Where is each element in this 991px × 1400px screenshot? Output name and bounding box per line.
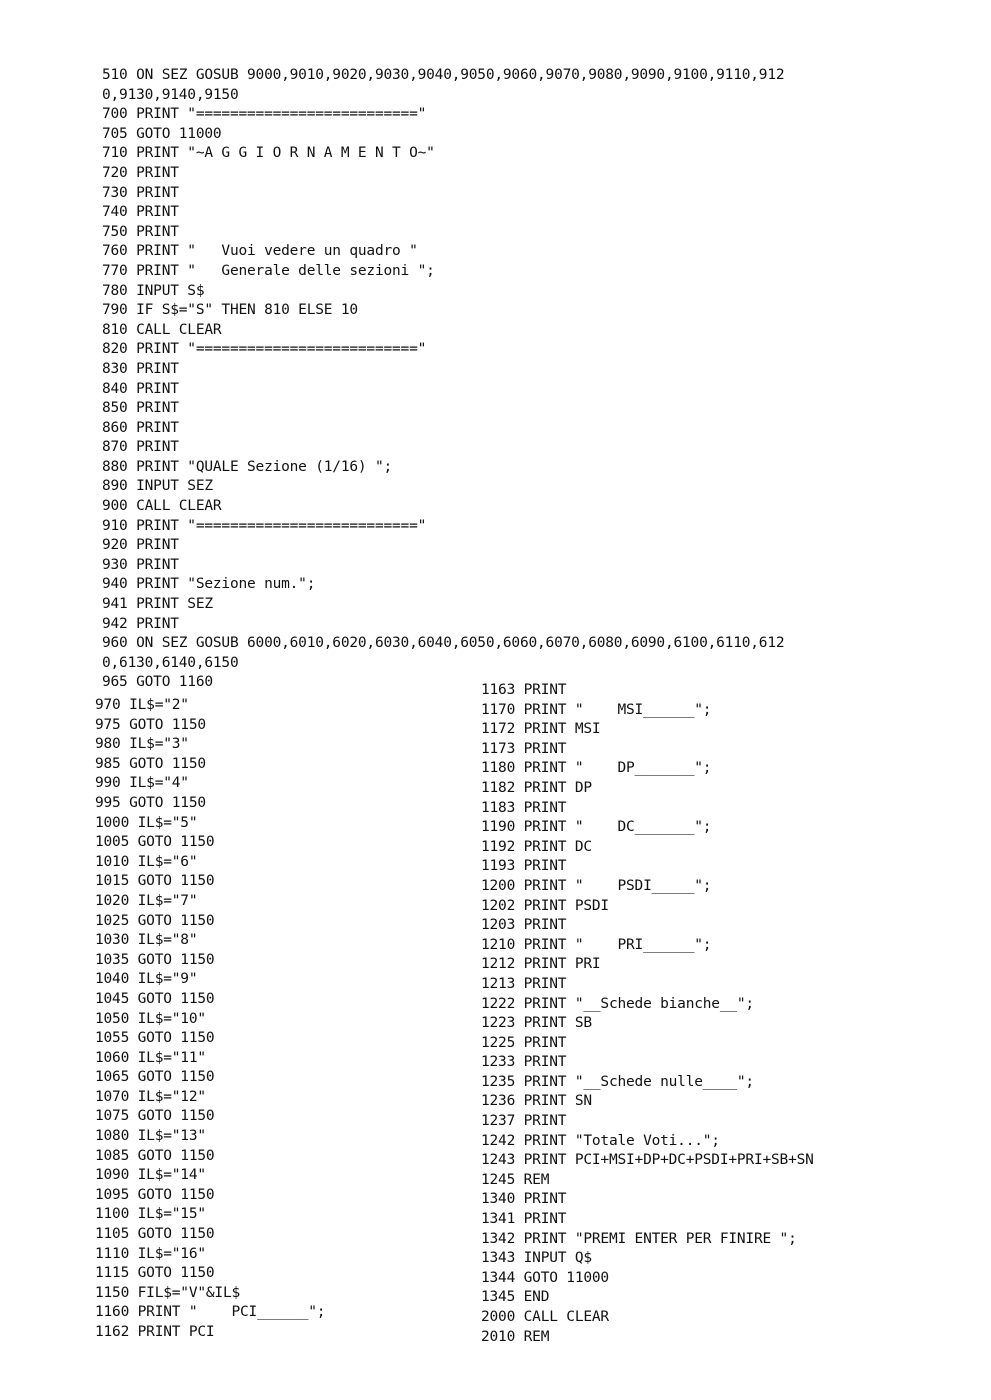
- code-line: 1163 PRINT: [481, 682, 567, 698]
- code-line: 1345 END: [481, 1289, 550, 1306]
- code-line: 1000 IL$="5": [95, 814, 198, 831]
- code-line: 1070 IL$="12": [95, 1088, 206, 1105]
- code-line: 1095 GOTO 1150: [95, 1186, 215, 1203]
- code-line: 1015 GOTO 1150: [95, 873, 215, 890]
- code-line: 510 ON SEZ GOSUB 9000,9010,9020,9030,9040,9050,9060,9070,9080,9090,9100,9110,912: [102, 67, 785, 83]
- code-line: 942 PRINT: [102, 615, 179, 632]
- code-line: 900 CALL CLEAR: [102, 498, 222, 515]
- code-line: 1005 GOTO 1150: [95, 834, 215, 851]
- code-line: 720 PRINT: [102, 164, 179, 181]
- code-line: 1341 PRINT: [481, 1211, 567, 1228]
- code-line: 1075 GOTO 1150: [95, 1108, 215, 1125]
- code-line: 830 PRINT: [102, 360, 179, 377]
- code-line: 705 GOTO 11000: [102, 125, 222, 142]
- code-line: 1242 PRINT "Totale Voti...";: [481, 1132, 720, 1149]
- code-line: 820 PRINT "==========================": [102, 341, 427, 358]
- code-line: 1192 PRINT DC: [481, 838, 592, 855]
- code-line: 1110 IL$="16": [95, 1245, 206, 1262]
- code-line: 1030 IL$="8": [95, 932, 198, 949]
- left-column-listing: [95, 696, 475, 1343]
- code-line: 1222 PRINT "__Schede bianche__";: [481, 995, 754, 1012]
- code-line: 880 PRINT "QUALE Sezione (1/16) ";: [102, 458, 393, 475]
- code-line: 1150 FIL$="V"&IL$: [95, 1284, 241, 1301]
- code-line: 790 IF S$="S" THEN 810 ELSE 10: [102, 302, 358, 319]
- code-line: 1340 PRINT: [481, 1191, 567, 1208]
- code-line: 1172 PRINT MSI: [481, 721, 601, 738]
- code-line: 780 INPUT S$: [102, 282, 205, 299]
- code-line: 850 PRINT: [102, 400, 179, 417]
- code-line: 1182 PRINT DP: [481, 779, 592, 796]
- code-line: 1245 REM: [481, 1171, 550, 1188]
- code-line: 1040 IL$="9": [95, 971, 198, 988]
- code-line: 980 IL$="3": [95, 736, 189, 753]
- right-column-listing: [481, 681, 961, 1347]
- code-line: 1193 PRINT: [481, 858, 567, 875]
- code-line: 870 PRINT: [102, 439, 179, 456]
- code-line: 1183 PRINT: [481, 799, 567, 816]
- code-line: 1225 PRINT: [481, 1034, 567, 1051]
- code-line: 1035 GOTO 1150: [95, 951, 215, 968]
- code-line: 910 PRINT "==========================": [102, 517, 427, 534]
- code-line: 810 CALL CLEAR: [102, 321, 222, 338]
- code-line: 0,9130,9140,9150: [102, 86, 239, 103]
- code-line: 890 INPUT SEZ: [102, 478, 213, 495]
- code-line: 1342 PRINT "PREMI ENTER PER FINIRE ";: [481, 1230, 797, 1247]
- code-line: 1020 IL$="7": [95, 892, 198, 909]
- code-line: 1202 PRINT PSDI: [481, 897, 609, 914]
- code-line: 1162 PRINT PCI: [95, 1324, 215, 1340]
- code-line: 700 PRINT "==========================": [102, 106, 427, 123]
- code-line: 1080 IL$="13": [95, 1128, 206, 1145]
- code-line: 1050 IL$="10": [95, 1010, 206, 1027]
- code-line: 0,6130,6140,6150: [102, 654, 239, 671]
- code-line: 1210 PRINT " PRI______";: [481, 936, 712, 953]
- code-line: 985 GOTO 1150: [95, 755, 206, 772]
- code-line: 1212 PRINT PRI: [481, 956, 601, 973]
- code-line: 990 IL$="4": [95, 775, 189, 792]
- code-line: 730 PRINT: [102, 184, 179, 201]
- code-line: 1045 GOTO 1150: [95, 990, 215, 1007]
- code-line: 1223 PRINT SB: [481, 1015, 592, 1032]
- code-line: 995 GOTO 1150: [95, 794, 206, 811]
- code-line: 710 PRINT "~A G G I O R N A M E N T O~": [102, 145, 435, 162]
- code-line: 1055 GOTO 1150: [95, 1030, 215, 1047]
- code-line: 1025 GOTO 1150: [95, 912, 215, 929]
- code-line: 960 ON SEZ GOSUB 6000,6010,6020,6030,6040,6050,6060,6070,6080,6090,6100,6110,612: [102, 635, 785, 652]
- code-line: 1213 PRINT: [481, 975, 567, 992]
- code-line: 860 PRINT: [102, 419, 179, 436]
- code-line: 1237 PRINT: [481, 1113, 567, 1130]
- code-line: 1236 PRINT SN: [481, 1093, 592, 1110]
- code-line: 1203 PRINT: [481, 917, 567, 934]
- code-line: 840 PRINT: [102, 380, 179, 397]
- code-line: 1180 PRINT " DP_______";: [481, 760, 712, 777]
- code-line: 1170 PRINT " MSI______";: [481, 701, 712, 718]
- code-line: 1065 GOTO 1150: [95, 1069, 215, 1086]
- code-line: 1235 PRINT "__Schede nulle____";: [481, 1073, 754, 1090]
- code-line: 1105 GOTO 1150: [95, 1226, 215, 1243]
- code-line: 1090 IL$="14": [95, 1167, 206, 1184]
- code-line: 2000 CALL CLEAR: [481, 1309, 609, 1325]
- code-line: 770 PRINT " Generale delle sezioni ";: [102, 262, 435, 279]
- full-width-listing: [102, 66, 962, 693]
- code-line: 965 GOTO 1160: [102, 674, 213, 691]
- code-line: 740 PRINT: [102, 204, 179, 221]
- code-line: 760 PRINT " Vuoi vedere un quadro ": [102, 243, 418, 260]
- code-line: 941 PRINT SEZ: [102, 596, 213, 613]
- code-line: 1243 PRINT PCI+MSI+DP+DC+PSDI+PRI+SB+SN: [481, 1152, 814, 1169]
- code-line: 750 PRINT: [102, 223, 179, 240]
- code-line: 2010 REM: [481, 1328, 550, 1345]
- code-line: 940 PRINT "Sezione num.";: [102, 576, 316, 593]
- code-line: 1200 PRINT " PSDI_____";: [481, 877, 712, 894]
- code-line: 1060 IL$="11": [95, 1049, 206, 1066]
- code-line: 1233 PRINT: [481, 1054, 567, 1071]
- code-line: 975 GOTO 1150: [95, 716, 206, 733]
- code-line: 1085 GOTO 1150: [95, 1147, 215, 1164]
- code-line: 1100 IL$="15": [95, 1206, 206, 1223]
- code-line: 1173 PRINT: [481, 740, 567, 757]
- code-line: 930 PRINT: [102, 556, 179, 573]
- code-line: 1344 GOTO 11000: [481, 1269, 609, 1286]
- code-line: 1190 PRINT " DC_______";: [481, 819, 712, 836]
- code-line: 1343 INPUT Q$: [481, 1250, 592, 1267]
- code-line: 1010 IL$="6": [95, 853, 198, 870]
- code-line: 970 IL$="2": [95, 697, 189, 713]
- code-line: 1160 PRINT " PCI______";: [95, 1304, 326, 1321]
- code-line: 1115 GOTO 1150: [95, 1265, 215, 1282]
- code-line: 920 PRINT: [102, 537, 179, 554]
